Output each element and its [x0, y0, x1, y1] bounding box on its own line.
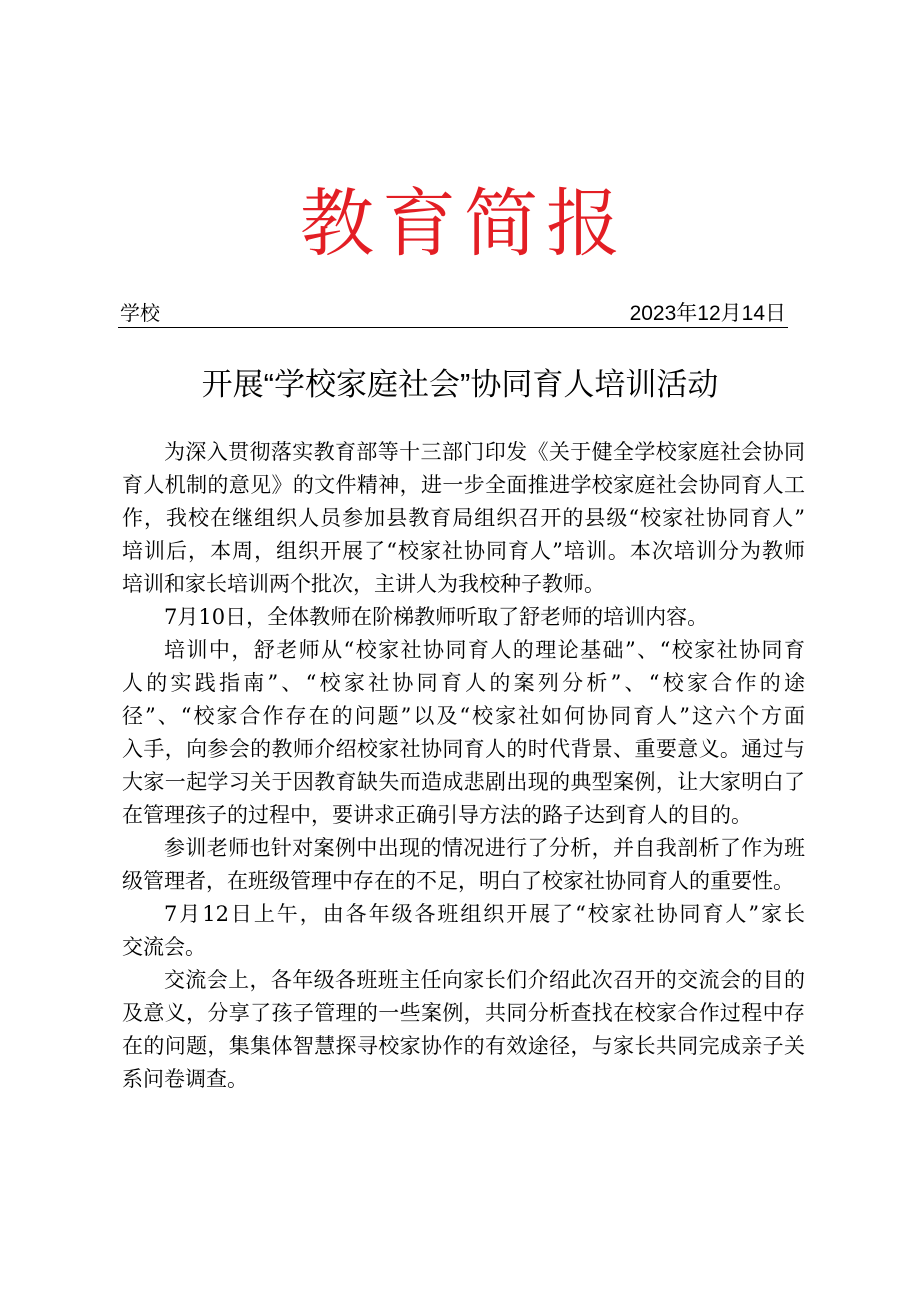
paragraph-line: 径”、“校家合作存在的问题”以及“校家社如何协同育人”这六个方面 — [122, 704, 805, 728]
school-name: 学校 — [120, 301, 160, 325]
paragraph-line: 及意义，分享了孩子管理的一些案例，共同分析查找在校家合作过程中存 — [122, 1001, 805, 1025]
paragraph — [122, 898, 805, 964]
paragraph — [122, 832, 805, 898]
article-body — [122, 436, 805, 1096]
report-title: 教育简报 — [300, 181, 628, 267]
paragraph-line: 育人机制的意见》的文件精神，进一步全面推进学校家庭社会协同育人工 — [122, 473, 805, 497]
paragraph-line: 为深入贯彻落实教育部等十三部门印发《关于健全学校家庭社会协同 — [164, 440, 805, 464]
paragraph-line: 在管理孩子的过程中，要讲求正确引导方法的路子达到育人的目的。 — [122, 803, 752, 827]
paragraph — [122, 601, 805, 634]
paragraph — [122, 964, 805, 1096]
paragraph-line: 交流会。 — [122, 935, 206, 959]
paragraph-line: 参训老师也针对案例中出现的情况进行了分析，并自我剖析了作为班 — [164, 836, 805, 860]
paragraph-line: 培训和家长培训两个批次，主讲人为我校种子教师。 — [122, 572, 605, 596]
paragraph-line: 7月10日，全体教师在阶梯教师听取了舒老师的培训内容。 — [164, 605, 709, 629]
paragraph-line: 入手，向参会的教师介绍校家社协同育人的时代背景、重要意义。通过与 — [122, 737, 805, 761]
paragraph — [122, 634, 805, 832]
paragraph-line: 级管理者，在班级管理中存在的不足，明白了校家社协同育人的重要性。 — [122, 869, 794, 893]
report-date: 2023年12月14日 — [629, 302, 786, 325]
paragraph-line: 大家一起学习关于因教育缺失而造成悲剧出现的典型案例，让大家明白了 — [122, 770, 805, 794]
paragraph-line: 7月12日上午，由各年级各班组织开展了“校家社协同育人”家长 — [164, 902, 805, 926]
paragraph-line: 交流会上，各年级各班班主任向家长们介绍此次召开的交流会的目的 — [164, 968, 805, 992]
paragraph-line: 培训中，舒老师从“校家社协同育人的理论基础”、“校家社协同育 — [164, 638, 805, 662]
paragraph-line: 在的问题，集集体智慧探寻校家协作的有效途径，与家长共同完成亲子关 — [122, 1034, 805, 1058]
paragraph-line: 系问卷调查。 — [122, 1067, 248, 1091]
paragraph — [122, 436, 805, 601]
paragraph-line: 作，我校在继组织人员参加县教育局组织召开的县级“校家社协同育人” — [122, 506, 805, 530]
paragraph-line: 人的实践指南”、“校家社协同育人的案列分析”、“校家合作的途 — [122, 671, 805, 695]
paragraph-line: 培训后，本周，组织开展了“校家社协同育人”培训。本次培训分为教师 — [122, 539, 805, 563]
article-headline: 开展“学校家庭社会”协同育人培训活动 — [201, 367, 719, 402]
meta-line — [118, 300, 788, 328]
